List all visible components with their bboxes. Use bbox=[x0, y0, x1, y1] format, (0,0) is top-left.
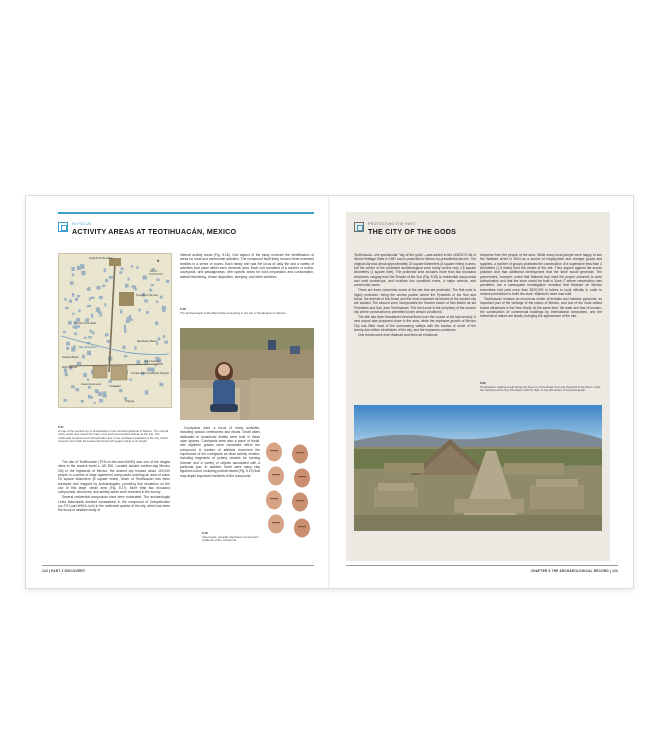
teotihuacan-map bbox=[58, 253, 172, 408]
photo1-caption-num: 5.18 bbox=[180, 308, 186, 311]
paragraph: The site has been threatened several times over the course of the last century. A new airport was proposed close to the area, while the explosive growth of Mexico City has filled most of the surrounding valleys with the barrios of some of the twenty-two million inhabitants of the city, and the expansion continues. bbox=[354, 314, 476, 332]
header-rule bbox=[58, 212, 314, 214]
map-caption-text: A map of the central city of Teotihuacán in the central highlands of Mexico. The central north–south axis marks the major civic and ceremonial buildings at the site. The residential compound of Oztoyahualco lies in the northwest quadrant of the city, which covered more than 20 square kilometers (8 square miles) at its height. bbox=[58, 428, 169, 443]
avenue-of-the-dead-photo bbox=[354, 405, 602, 531]
map-graphic bbox=[59, 254, 171, 407]
map-label-moon: Pyramid of the Moon bbox=[89, 257, 113, 260]
clay-heads-figure bbox=[262, 442, 316, 548]
photo1-caption bbox=[180, 308, 314, 320]
map-scale: 200 m bbox=[150, 270, 158, 273]
map-label-great-compound: Great Compound bbox=[81, 383, 101, 386]
avenue-photo-graphic bbox=[354, 405, 602, 531]
map-caption-num: 5.17 bbox=[58, 426, 64, 429]
map-caption bbox=[58, 426, 170, 452]
footer-rule bbox=[346, 565, 618, 566]
north-arrow-icon: N bbox=[157, 259, 160, 263]
map-label-sun: Pyramid of the Sun bbox=[136, 294, 159, 297]
map-label-temple: Temple of the Feathered Serpent bbox=[131, 372, 169, 375]
paragraph: There are three concentric zones of the site that are protected. The first zone is highly protected, being the central portion where the Pyramids of the Sun and Moon, the Avenue of the Dead, and the most important structures of the ancient city are located. The second zone incorporates the modern towns of San Martín de las Pirámides and San Juan Teotihuacán. The third zone is the periphery of the ancient city where construction is permitted under certain conditions. bbox=[354, 288, 476, 314]
paragraph: response from the people of the area. While many local people were happy to see the Walmart arrive in 2004 as a source of employment and cheaper goods and supplies, a number of groups protested the construction of a superstore less than 4 kilometers (1.5 miles) from the center of the site. They argued against the scenic pollution and that additional development that the store would generate. The government, however, noted that Walmart had used the proper channels to seek authorization and that the store would be built in Zone C where construction was permitted, but a subsequent investigation revealed that Walmart de Mexico executives had paid more than $200,000 in bribes to local officials in order to receive permission to build the store. Walmart's store was built. bbox=[480, 253, 602, 297]
map-label-street: Street of the Dead bbox=[75, 322, 97, 325]
excavation-photo-graphic bbox=[180, 328, 314, 420]
right-body-col1 bbox=[354, 253, 476, 403]
map-label-west-ave: West Avenue bbox=[62, 366, 78, 369]
figurines-caption-text: Clay heads, possibly depictions of important residents of the compound. bbox=[202, 534, 259, 542]
paragraph: Courtyards were a focus of many activities, including various ceremonies and rituals. Small altars dedicated to household deities were built in these open spaces. Courtyards were also a place of burial, and eighteen graves were unearthed within the compound. A number of artifacts document the importance of the courtyards as ritual activity centers, including fragments of pottery vessels for burning incense and a variety of objects associated with a particular god. In addition, there were many clay figurines found, including portrait heads (Fig. 5.19) that may depict important residents of the compound. bbox=[180, 426, 260, 478]
protecting-past-icon bbox=[354, 222, 364, 232]
left-body-col2-bottom bbox=[180, 426, 260, 540]
clay-head bbox=[292, 445, 308, 464]
clay-head bbox=[292, 493, 308, 512]
clay-heads-graphic bbox=[262, 442, 316, 548]
map-label-merchants: Merchants' Barrio bbox=[137, 340, 158, 343]
figurines-caption bbox=[202, 532, 260, 548]
left-page bbox=[26, 196, 329, 588]
clay-head bbox=[266, 491, 282, 510]
right-page bbox=[330, 196, 633, 588]
paragraph: Teotihuacán—the spectacular "city of the gods"—was added to the UNESCO list of World Heritage Sites in 1987 and is protected in Mexico by presidential decree. The original city was about approximately 20 square kilometers (8 square miles) in area, but the center of the protected archaeological zone today covers only 2.6 square kilometers (1 square mile). The protected area includes more than two thousand structures, ranging from the Temple of the Sun (Fig. 5.20) to residential compounds and craft workshops, and includes two canalized rivers, a major avenue, and ceremonial caves. bbox=[354, 253, 476, 288]
clay-head bbox=[294, 469, 310, 488]
clay-head bbox=[268, 515, 284, 534]
right-body-col2 bbox=[480, 253, 602, 378]
right-folio: CHAPTER 5 THE ARCHAEOLOGICAL RECORD | 123 bbox=[530, 569, 618, 573]
clay-head bbox=[266, 443, 282, 462]
map-label-ciudadela: Ciudadela bbox=[109, 385, 121, 388]
footer-rule bbox=[42, 565, 314, 566]
photo1-caption-text: The archaeologist Linda Manzanilla excavating in the site of Teotihuacán in Mexico. bbox=[180, 310, 287, 315]
map-label-oaxaca: Oaxaca Barrio bbox=[62, 356, 79, 359]
paragraph: The site of Teotihuacán (TEH-oh-tee-wah-KAHN) was one of the largest cities in the ancient world c. AD 500. Located outside modern-day Mexico City in the highlands of Mexico, the ancient city housed about 100,000 people in a series of large apartment compounds covering an area of some 20 square kilometers (8 square miles). Much of Teotihuacán has been surveyed and mapped by archaeologists, providing fine resolution on the use of this large, urban area (Fig. 5.17). More than two thousand compounds, structures, and activity areas were recorded in the survey. bbox=[58, 460, 170, 495]
right-photo-caption-text: Teotihuacán, looking south along the Avenue of the Dead, from the Pyramid of the Moon. Note the Pyramid of the Sun 65 meters (213 ft) high on the left center of the photograph. bbox=[480, 384, 601, 392]
right-photo-caption bbox=[480, 382, 602, 398]
clay-head bbox=[268, 467, 284, 486]
page-title: ACTIVITY AREAS AT TEOTIHUACÁN, MEXICO bbox=[72, 227, 237, 236]
figurines-caption-num: 5.19 bbox=[202, 532, 208, 535]
paragraph: Several residential compounds have been excavated. The archaeologist Linda Manzanilla directed excavations in the compound of Oztoyahualco (oz-TOY-yah-WHUL-koh) in the northwest quarter of the city, which has been the focus of detailed study of bbox=[58, 495, 170, 513]
left-body-col1 bbox=[58, 460, 170, 564]
map-label-east-ave: East Avenue bbox=[145, 360, 160, 363]
paragraph: One threat came from Walmart and drew an emotional bbox=[358, 332, 438, 337]
section-kicker: IN FOCUS bbox=[72, 222, 92, 226]
in-focus-icon bbox=[58, 222, 68, 232]
clay-head bbox=[294, 519, 310, 538]
left-body-col2-top bbox=[180, 253, 314, 305]
left-folio: 122 | PART 2 DISCOVERY bbox=[42, 569, 86, 573]
book-spread bbox=[26, 196, 633, 588]
right-photo-caption-num: 5.20 bbox=[480, 382, 486, 385]
section-kicker: PROTECTING THE PAST bbox=[368, 222, 416, 226]
excavation-photo bbox=[180, 328, 314, 420]
map-label-tlajinga: Tlajinga bbox=[125, 400, 135, 403]
paragraph: Teotihuacán remains an enormous center of temples and massive pyramids, an important part of the heritage of the nation of Mexico, and one of the most visited tourist attractions in the New World. At the same time, the wear and tear of tourism, the construction of commercial buildings by international companies, and the elements of nature are slowly changing the appearance of the site. bbox=[480, 296, 602, 319]
paragraph: internal activity areas (Fig. 5.18). One aspect of the study involved the identification of areas for ritual and ceremonial activities. The compound itself likely housed three extended families in a series of rooms. Each family unit was the locus of daily life and a variety of activities took place within each domestic area. Each unit consisted of a number of rooms, courtyards, and passageways, with specific areas for food preparation and consumption, animal butchering, refuse deposition, sleeping, and other activities. bbox=[180, 253, 314, 279]
page-title: THE CITY OF THE GODS bbox=[368, 227, 457, 236]
map-label-river: San Juan River bbox=[79, 346, 97, 349]
